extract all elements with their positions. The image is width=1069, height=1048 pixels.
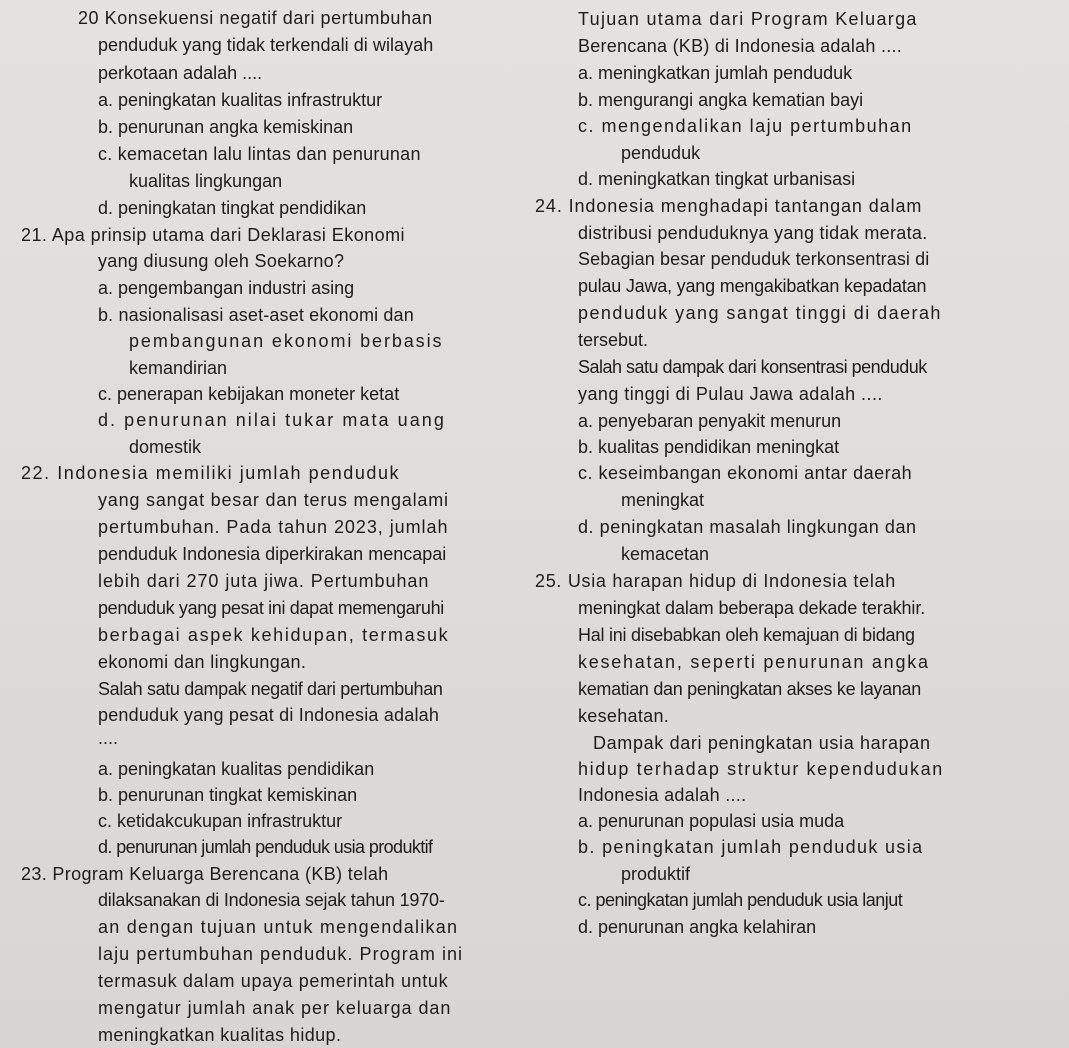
- question-23-stem: termasuk dalam upaya pemerintah untuk: [98, 971, 449, 991]
- question-25-option-c: c. peningkatan jumlah penduduk usia lanjut: [578, 890, 903, 910]
- question-21-option-b: b. nasionalisasi aset-aset ekonomi dan: [98, 305, 414, 325]
- question-22-prompt: Salah satu dampak negatif dari pertumbuhan: [98, 679, 443, 699]
- question-21-option-b: pembangunan ekonomi berbasis: [129, 331, 444, 351]
- question-24-option-d: kemacetan: [621, 544, 710, 564]
- question-23-prompt: Berencana (KB) di Indonesia adalah ....: [578, 36, 902, 56]
- question-25-option-d: d. penurunan angka kelahiran: [578, 917, 817, 937]
- question-23-stem: meningkatkan kualitas hidup.: [98, 1025, 342, 1045]
- question-21-stem: 21. Apa prinsip utama dari Deklarasi Ekonomi: [21, 225, 405, 245]
- question-22-option-d: d. penurunan jumlah penduduk usia produktif: [98, 837, 433, 857]
- question-21-option-a: a. pengembangan industri asing: [98, 278, 355, 298]
- question-22-stem: penduduk yang pesat ini dapat memengaruhi: [98, 598, 444, 618]
- question-22-stem: yang sangat besar dan terus mengalami: [98, 490, 449, 510]
- question-23-option-c: c. mengendalikan laju pertumbuhan: [578, 116, 913, 136]
- question-24-option-c: meningkat: [621, 490, 705, 510]
- question-23-option-a: a. meningkatkan jumlah penduduk: [578, 63, 853, 83]
- question-25-stem: meningkat dalam beberapa dekade terakhir.: [578, 598, 926, 618]
- question-25-option-b: b. peningkatan jumlah penduduk usia: [578, 837, 924, 857]
- question-21-option-d: domestik: [129, 437, 202, 457]
- question-25-prompt: hidup terhadap struktur kependudukan: [578, 759, 944, 779]
- question-21-option-b: kemandirian: [129, 358, 228, 378]
- question-22-stem: ekonomi dan lingkungan.: [98, 652, 307, 672]
- question-24-prompt: Salah satu dampak dari konsentrasi penduduk: [578, 357, 927, 377]
- question-23-stem: an dengan tujuan untuk mengendalikan: [98, 917, 459, 937]
- question-24-option-b: b. kualitas pendidikan meningkat: [578, 437, 840, 457]
- question-22-stem: pertumbuhan. Pada tahun 2023, jumlah: [98, 517, 449, 537]
- question-22-option-b: b. penurunan tingkat kemiskinan: [98, 785, 358, 805]
- question-20-option-b: b. penurunan angka kemiskinan: [98, 117, 354, 137]
- question-22-stem: lebih dari 270 juta jiwa. Pertumbuhan: [98, 571, 430, 591]
- question-24-stem: Sebagian besar penduduk terkonsentrasi di: [578, 249, 930, 269]
- question-20-option-a: a. peningkatan kualitas infrastruktur: [98, 90, 383, 110]
- question-24-stem: penduduk yang sangat tinggi di daerah: [578, 303, 942, 323]
- question-23-stem: 23. Program Keluarga Berencana (KB) telah: [21, 864, 389, 884]
- question-20-option-c: c. kemacetan lalu lintas dan penurunan: [98, 144, 421, 164]
- question-21-stem: yang diusung oleh Soekarno?: [98, 251, 345, 271]
- question-25-option-b: produktif: [621, 864, 691, 884]
- question-20-stem: perkotaan adalah ....: [98, 63, 263, 83]
- question-24-option-d: d. peningkatan masalah lingkungan dan: [578, 517, 917, 537]
- question-22-option-a: a. peningkatan kualitas pendidikan: [98, 759, 375, 779]
- question-24-option-a: a. penyebaran penyakit menurun: [578, 411, 842, 431]
- question-23-option-c: penduduk: [621, 143, 701, 163]
- question-24-stem: distribusi penduduknya yang tidak merata.: [578, 223, 928, 243]
- question-25-prompt: Indonesia adalah ....: [578, 785, 747, 805]
- question-25-stem: kesehatan, seperti penurunan angka: [578, 652, 930, 672]
- question-20-stem: 20 Konsekuensi negatif dari pertumbuhan: [78, 8, 433, 28]
- question-23-option-d: d. meningkatkan tingkat urbanisasi: [578, 169, 856, 189]
- question-23-stem: dilaksanakan di Indonesia sejak tahun 1970-: [98, 890, 445, 910]
- question-24-stem: pulau Jawa, yang mengakibatkan kepadatan: [578, 276, 927, 296]
- question-22-option-c: c. ketidakcukupan infrastruktur: [98, 811, 343, 831]
- question-23-option-b: b. mengurangi angka kematian bayi: [578, 90, 864, 110]
- question-25-stem: kematian dan peningkatan akses ke layanan: [578, 679, 921, 699]
- question-25-stem: 25. Usia harapan hidup di Indonesia telah: [535, 571, 896, 591]
- question-22-stem: berbagai aspek kehidupan, termasuk: [98, 625, 450, 645]
- question-22-stem: penduduk Indonesia diperkirakan mencapai: [98, 544, 447, 564]
- question-21-option-c: c. penerapan kebijakan moneter ketat: [98, 384, 400, 404]
- question-20-option-c: kualitas lingkungan: [129, 171, 283, 191]
- question-23-prompt: Tujuan utama dari Program Keluarga: [578, 9, 918, 29]
- question-24-stem: tersebut.: [578, 330, 649, 350]
- question-25-prompt: Dampak dari peningkatan usia harapan: [593, 733, 931, 753]
- question-22-prompt: penduduk yang pesat di Indonesia adalah: [98, 705, 440, 725]
- question-20-option-d: d. peningkatan tingkat pendidikan: [98, 198, 367, 218]
- question-23-stem: laju pertumbuhan penduduk. Program ini: [98, 944, 464, 964]
- question-22-prompt: ....: [98, 728, 119, 748]
- question-25-option-a: a. penurunan populasi usia muda: [578, 811, 845, 831]
- question-22-stem: 22. Indonesia memiliki jumlah penduduk: [21, 463, 401, 483]
- question-20-stem: penduduk yang tidak terkendali di wilayah: [98, 35, 434, 55]
- question-24-option-c: c. keseimbangan ekonomi antar daerah: [578, 463, 913, 483]
- question-23-stem: mengatur jumlah anak per keluarga dan: [98, 998, 452, 1018]
- question-21-option-d: d. penurunan nilai tukar mata uang: [98, 410, 446, 430]
- question-25-stem: kesehatan.: [578, 706, 670, 726]
- question-24-stem: 24. Indonesia menghadapi tantangan dalam: [535, 196, 923, 216]
- question-24-prompt: yang tinggi di Pulau Jawa adalah ....: [578, 384, 883, 404]
- question-25-stem: Hal ini disebabkan oleh kemajuan di bidang: [578, 625, 915, 645]
